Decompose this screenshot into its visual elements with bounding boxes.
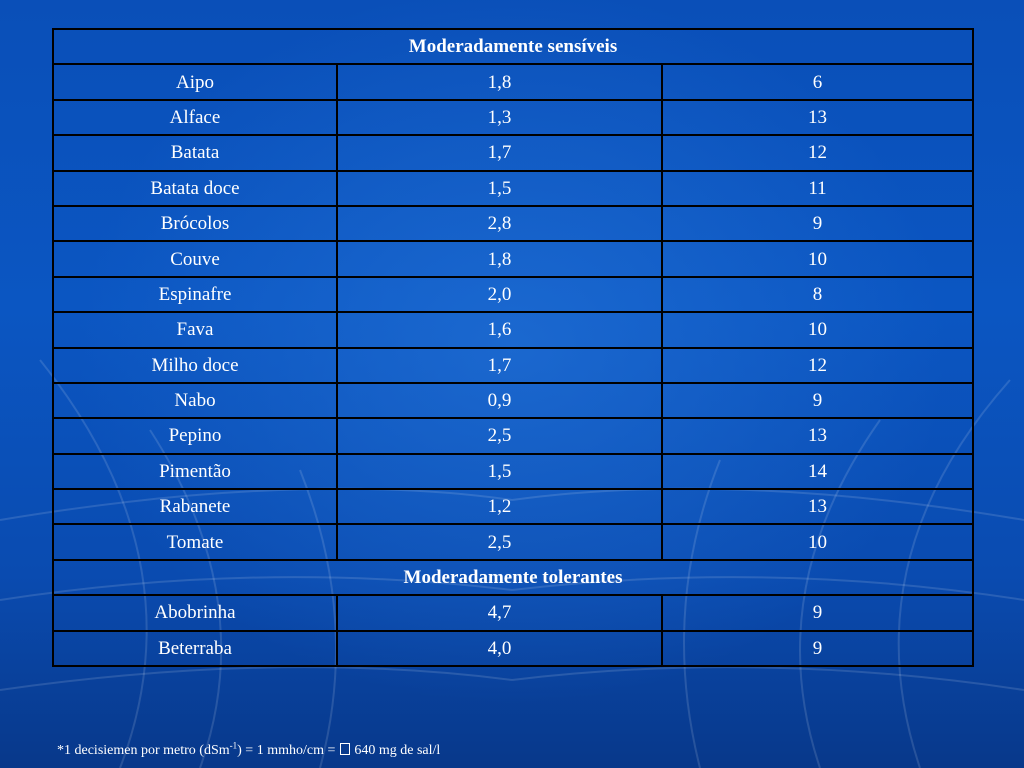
- threshold-value-cell: 1,3: [337, 100, 662, 135]
- crop-name-cell: Rabanete: [53, 489, 337, 524]
- crop-name-cell: Abobrinha: [53, 595, 337, 630]
- table-row: [53, 135, 973, 170]
- slope-value-cell: 14: [662, 454, 973, 489]
- crop-name-cell: Pepino: [53, 418, 337, 453]
- missing-symbol-icon: [340, 743, 350, 755]
- slope-value-cell: 9: [662, 631, 973, 666]
- salinity-tolerance-table: [52, 28, 974, 667]
- table-body: [53, 29, 973, 666]
- threshold-value-cell: 1,7: [337, 135, 662, 170]
- table-row: [53, 418, 973, 453]
- footnote: [57, 740, 441, 759]
- table-row: [53, 524, 973, 559]
- crop-name-cell: Espinafre: [53, 277, 337, 312]
- slope-value-cell: 9: [662, 595, 973, 630]
- slope-value-cell: 12: [662, 135, 973, 170]
- slope-value-cell: 10: [662, 312, 973, 347]
- table-row: [53, 64, 973, 99]
- footnote-prefix: *1 decisiemen por metro (dSm: [57, 743, 230, 758]
- crop-name-cell: Pimentão: [53, 454, 337, 489]
- footnote-middle: ) = 1 mmho/cm =: [237, 743, 339, 758]
- table-row: [53, 277, 973, 312]
- table-row: [53, 454, 973, 489]
- threshold-value-cell: 2,5: [337, 418, 662, 453]
- crop-name-cell: Beterraba: [53, 631, 337, 666]
- table-row: [53, 241, 973, 276]
- section-title: Moderadamente sensíveis: [53, 29, 973, 64]
- slope-value-cell: 12: [662, 348, 973, 383]
- crop-name-cell: Milho doce: [53, 348, 337, 383]
- slope-value-cell: 9: [662, 206, 973, 241]
- crop-name-cell: Batata doce: [53, 171, 337, 206]
- slope-value-cell: 8: [662, 277, 973, 312]
- crop-name-cell: Alface: [53, 100, 337, 135]
- table-row: [53, 595, 973, 630]
- slope-value-cell: 13: [662, 489, 973, 524]
- slope-value-cell: 11: [662, 171, 973, 206]
- section-header-row: [53, 29, 973, 64]
- slope-value-cell: 13: [662, 418, 973, 453]
- slope-value-cell: 6: [662, 64, 973, 99]
- table-row: [53, 383, 973, 418]
- threshold-value-cell: 1,2: [337, 489, 662, 524]
- crop-name-cell: Tomate: [53, 524, 337, 559]
- crop-name-cell: Aipo: [53, 64, 337, 99]
- threshold-value-cell: 1,6: [337, 312, 662, 347]
- table-row: [53, 206, 973, 241]
- table-row: [53, 631, 973, 666]
- footnote-superscript: -1: [229, 740, 238, 751]
- table-row: [53, 489, 973, 524]
- section-header-row: [53, 560, 973, 595]
- slope-value-cell: 9: [662, 383, 973, 418]
- crop-name-cell: Brócolos: [53, 206, 337, 241]
- threshold-value-cell: 2,5: [337, 524, 662, 559]
- crop-name-cell: Fava: [53, 312, 337, 347]
- threshold-value-cell: 1,8: [337, 241, 662, 276]
- threshold-value-cell: 4,0: [337, 631, 662, 666]
- footnote-suffix: 640 mg de sal/l: [350, 743, 441, 758]
- table-row: [53, 348, 973, 383]
- section-title: Moderadamente tolerantes: [53, 560, 973, 595]
- threshold-value-cell: 4,7: [337, 595, 662, 630]
- threshold-value-cell: 1,5: [337, 171, 662, 206]
- table-row: [53, 171, 973, 206]
- threshold-value-cell: 1,7: [337, 348, 662, 383]
- slope-value-cell: 13: [662, 100, 973, 135]
- slope-value-cell: 10: [662, 241, 973, 276]
- crop-name-cell: Batata: [53, 135, 337, 170]
- crop-name-cell: Couve: [53, 241, 337, 276]
- threshold-value-cell: 1,5: [337, 454, 662, 489]
- threshold-value-cell: 2,8: [337, 206, 662, 241]
- threshold-value-cell: 1,8: [337, 64, 662, 99]
- table-row: [53, 312, 973, 347]
- table-row: [53, 100, 973, 135]
- threshold-value-cell: 2,0: [337, 277, 662, 312]
- threshold-value-cell: 0,9: [337, 383, 662, 418]
- slope-value-cell: 10: [662, 524, 973, 559]
- crop-name-cell: Nabo: [53, 383, 337, 418]
